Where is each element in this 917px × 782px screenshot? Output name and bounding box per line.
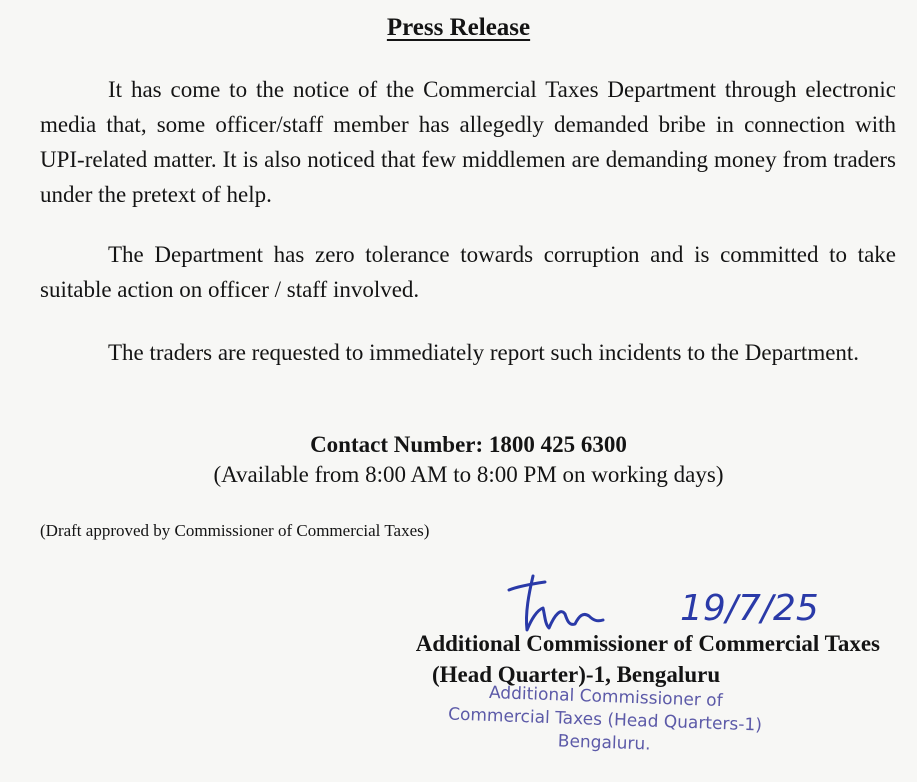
signature-date: 19/7/25 bbox=[680, 588, 819, 629]
availability-hours: (Available from 8:00 AM to 8:00 PM on working days) bbox=[213, 462, 724, 487]
stamp-line-3: Bengaluru. bbox=[557, 731, 651, 755]
designation-office: (Head Quarter)-1, Bengaluru bbox=[432, 662, 721, 687]
handwritten-signature bbox=[505, 568, 865, 638]
official-stamp bbox=[429, 680, 781, 761]
paragraph-report-request: The traders are requested to immediately report such incidents to the Department. bbox=[108, 340, 860, 365]
stamp-line-1: Additional Commissioner of bbox=[488, 682, 723, 712]
designation-title: Additional Commissioner of Commercial Taxes bbox=[415, 631, 880, 656]
stamp-line-2: Commercial Taxes (Head Quarters-1) bbox=[447, 704, 763, 736]
contact-number: Contact Number: 1800 425 6300 bbox=[310, 432, 627, 457]
page-title: Press Release bbox=[386, 14, 531, 41]
paragraph-notice: It has come to the notice of the Commercial Taxes Department through electronic media that, some officer/staff member has allegedly demanded bribe in connection with UPI-related matter. It is also noticed that few middlemen are demanding money from traders under the pretext of help. bbox=[40, 77, 896, 207]
paragraph-zero-tolerance: The Department has zero tolerance towards corruption and is committed to take suitable action on officer / staff involved. bbox=[40, 242, 896, 302]
draft-approval-note: (Draft approved by Commissioner of Commercial Taxes) bbox=[40, 521, 430, 540]
